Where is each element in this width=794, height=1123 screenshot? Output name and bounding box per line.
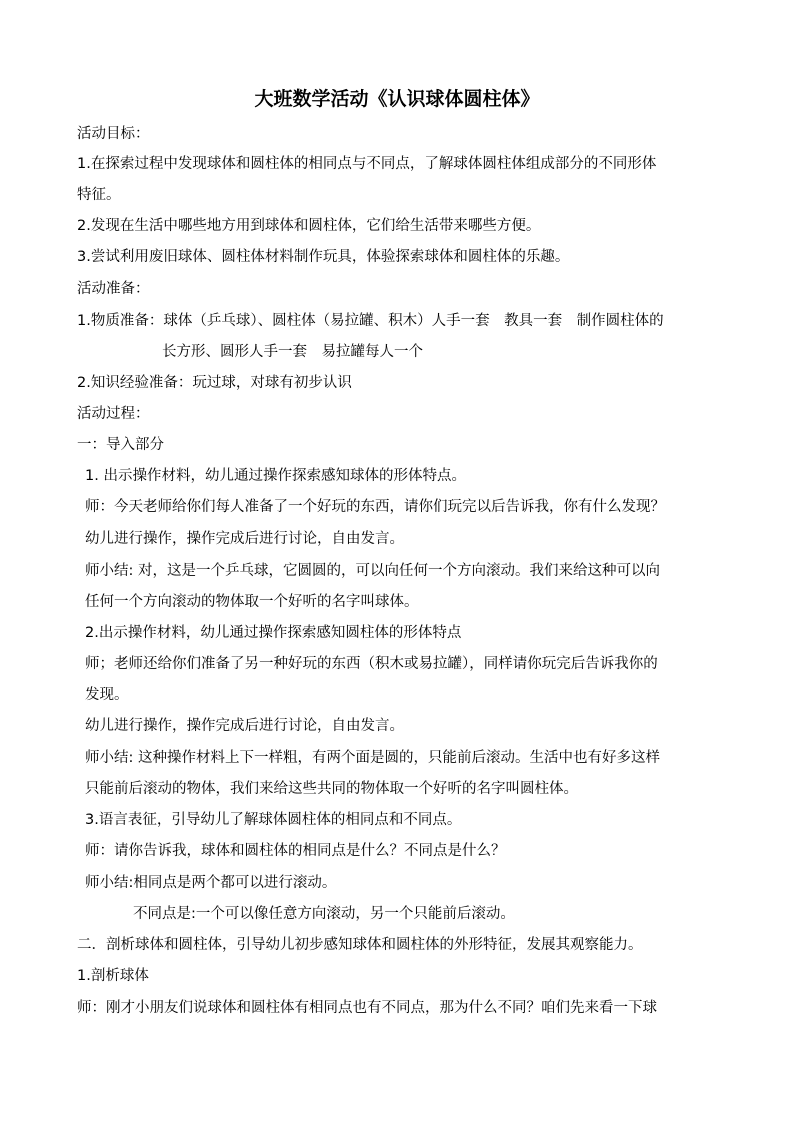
paragraph-line: 特征。	[77, 187, 121, 203]
paragraph-line: 任何一个方向滚动的物体取一个好听的名字叫球体。	[85, 594, 419, 610]
paragraph-line: 1. 出示操作材料，幼儿通过操作探索感知球体的形体特点。	[85, 468, 466, 484]
paragraph-line: 3.尝试利用废旧球体、圆柱体材料制作玩具，体验探索球体和圆柱体的乐趣。	[77, 249, 570, 265]
paragraph-line: 师；老师还给你们准备了另一种好玩的东西（积木或易拉罐），同样请你玩完后告诉我你的	[85, 656, 658, 672]
paragraph-line: 幼儿进行操作，操作完成后进行讨论，自由发言。	[85, 531, 404, 547]
subsection-heading: 一：导入部分	[77, 437, 164, 453]
paragraph-line: 师：今天老师给你们每人准备了一个好玩的东西，请你们玩完以后告诉我，你有什么发现？	[85, 499, 665, 515]
paragraph-line: 2.出示操作材料，幼儿通过操作探索感知圆柱体的形体特点	[85, 625, 462, 641]
paragraph-line: 2.发现在生活中哪些地方用到球体和圆柱体，它们给生活带来哪些方便。	[77, 218, 541, 234]
paragraph-line: 不同点是:一个可以像任意方向滚动，另一个只能前后滚动。	[133, 906, 515, 922]
section-heading-goals: 活动目标：	[77, 126, 150, 142]
document-title: 大班数学活动《认识球体圆柱体》	[254, 88, 540, 110]
paragraph-line: 1.剖析球体	[77, 968, 149, 984]
paragraph-line: 长方形、圆形人手一套 易拉罐每人一个	[162, 344, 423, 360]
paragraph-line: 师：刚才小朋友们说球体和圆柱体有相同点也有不同点，那为什么不同？咱们先来看一下球	[77, 1000, 657, 1016]
paragraph-line: 师小结:相同点是两个都可以进行滚动。	[85, 875, 337, 891]
paragraph-line: 只能前后滚动的物体，我们来给这些共同的物体取一个好听的名字叫圆柱体。	[85, 781, 578, 797]
section-heading-preparation: 活动准备：	[77, 281, 150, 297]
paragraph-line: 1.在探索过程中发现球体和圆柱体的相同点与不同点，了解球体圆柱体组成部分的不同形体	[77, 156, 657, 172]
paragraph-line: 师小结: 对，这是一个乒乓球，它圆圆的，可以向任何一个方向滚动。我们来给这种可以向	[85, 563, 660, 579]
paragraph-line: 3.语言表征，引导幼儿了解球体圆柱体的相同点和不同点。	[85, 812, 462, 828]
subsection-heading: 二．剖析球体和圆柱体，引导幼儿初步感知球体和圆柱体的外形特征，发展其观察能力。	[77, 937, 643, 953]
section-heading-process: 活动过程：	[77, 406, 150, 422]
paragraph-line: 幼儿进行操作，操作完成后进行讨论，自由发言。	[85, 718, 404, 734]
paragraph-line: 师小结: 这种操作材料上下一样粗，有两个面是圆的，只能前后滚动。生活中也有好多这样	[85, 750, 660, 766]
paragraph-line: 发现。	[85, 687, 129, 703]
paragraph-line: 师：请你告诉我，球体和圆柱体的相同点是什么？不同点是什么？	[85, 843, 506, 859]
paragraph-line: 2.知识经验准备：玩过球，对球有初步认识	[77, 375, 352, 391]
paragraph-line: 1.物质准备：球体（乒乓球）、圆柱体（易拉罐、积木）人手一套 教具一套 制作圆柱体的	[77, 313, 664, 329]
